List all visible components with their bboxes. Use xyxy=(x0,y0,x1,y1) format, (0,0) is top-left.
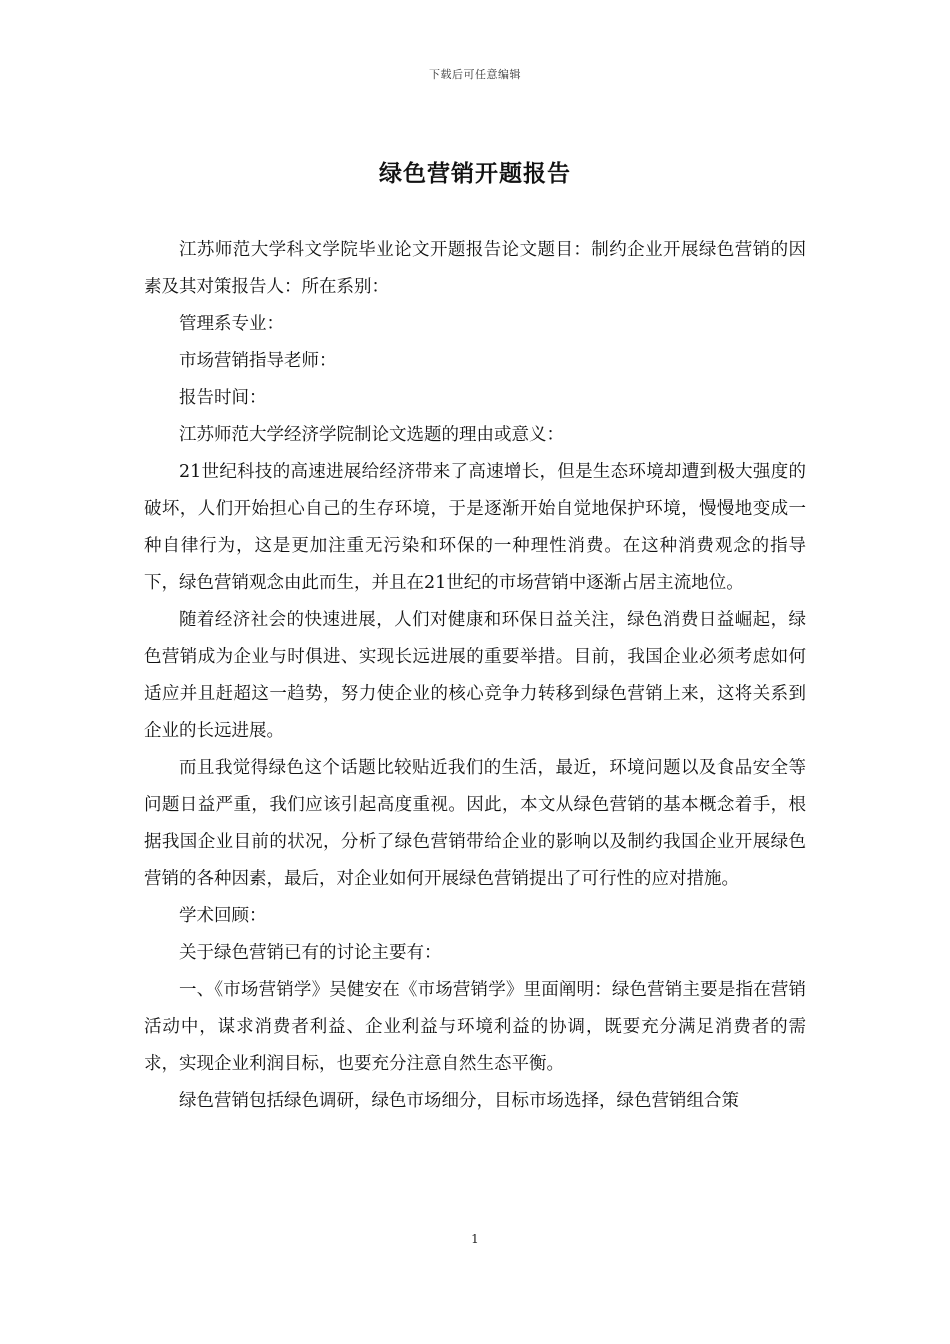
paragraph-background: 21世纪科技的高速进展给经济带来了高速增长，但是生态环境却遭到极大强度的破坏，人们开始担心自己的生存环境，于是逐渐开始自觉地保护环境，慢慢地变成一种自律行为，这是更加注重无污染和环保的一种理性消费。在这种消费观念的指导下，绿色营销观念由此而生，并且在21世纪的市场营销中逐渐占居主流地位。 xyxy=(144,462,806,593)
paragraph-review-intro: 关于绿色营销已有的讨论主要有： xyxy=(179,943,442,963)
document-title: 绿色营销开题报告 xyxy=(379,160,571,187)
page-number: 1 xyxy=(471,1232,479,1246)
paragraph-thesis-info: 江苏师范大学科文学院毕业论文开题报告论文题目：制约企业开展绿色营销的因素及其对策报告人：所在系别： xyxy=(144,240,806,297)
paragraph-topic-reason-heading: 江苏师范大学经济学院制论文选题的理由或意义： xyxy=(179,425,564,445)
paragraph-advisor: 市场营销指导老师： xyxy=(179,351,337,371)
paragraph-trend: 随着经济社会的快速进展，人们对健康和环保日益关注，绿色消费日益崛起，绿色营销成为企业与时俱进、实现长远进展的重要举措。目前，我国企业必须考虑如何适应并且赶超这一趋势，努力使企业的核心竞争力转移到绿色营销上来，这将关系到企业的长远进展。 xyxy=(144,610,806,741)
paragraph-motivation: 而且我觉得绿色这个话题比较贴近我们的生活，最近，环境问题以及食品安全等问题日益严重，我们应该引起高度重视。因此，本文从绿色营销的基本概念着手，根据我国企业目前的状况，分析了绿色营销带给企业的影响以及制约我国企业开展绿色营销的各种因素，最后，对企业如何开展绿色营销提出了可行性的应对措施。 xyxy=(144,758,806,889)
document-body xyxy=(144,232,806,1120)
paragraph-department: 管理系专业： xyxy=(179,314,284,334)
paragraph-green-marketing-scope: 绿色营销包括绿色调研，绿色市场细分，目标市场选择，绿色营销组合策 xyxy=(179,1091,739,1111)
paragraph-review-item-1: 一、《市场营销学》吴健安在《市场营销学》里面阐明：绿色营销主要是指在营销活动中，谋求消费者利益、企业利益与环境利益的协调，既要充分满足消费者的需求，实现企业利润目标，也要充分注意自然生态平衡。 xyxy=(144,980,806,1074)
paragraph-report-time: 报告时间： xyxy=(179,388,267,408)
page-header: 下载后可任意编辑 xyxy=(429,68,521,81)
paragraph-review-heading: 学术回顾： xyxy=(179,906,267,926)
